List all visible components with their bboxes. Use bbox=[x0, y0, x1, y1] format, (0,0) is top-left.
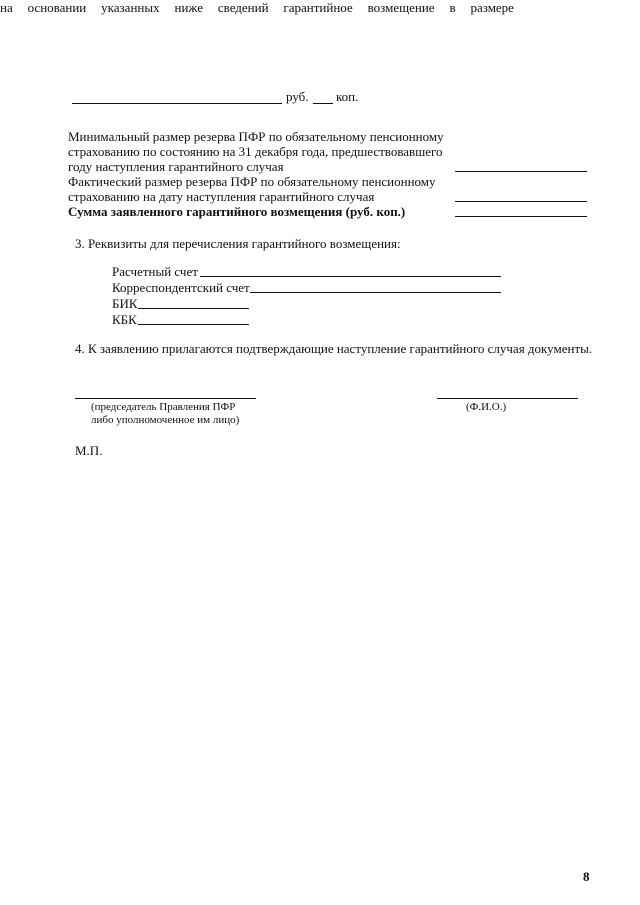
actual-reserve-line1: Фактический размер резерва ПФР по обязательному пенсионному bbox=[68, 174, 436, 189]
signature-line[interactable] bbox=[75, 398, 256, 399]
intro-word: в bbox=[449, 0, 456, 15]
amount-kop-line[interactable] bbox=[313, 103, 333, 104]
actual-reserve-value-line[interactable] bbox=[455, 201, 587, 202]
intro-word: указанных bbox=[101, 0, 160, 15]
min-reserve-value-line[interactable] bbox=[455, 171, 587, 172]
sum-claimed-value-line[interactable] bbox=[455, 216, 587, 217]
kbk-label: КБК bbox=[112, 312, 137, 327]
kbk-field-line[interactable] bbox=[138, 324, 249, 325]
bik-label: БИК bbox=[112, 296, 138, 311]
corr-account-label: Корреспондентский счет bbox=[112, 280, 250, 295]
intro-word: основании bbox=[27, 0, 87, 15]
section3-title: 3. Реквизиты для перечисления гарантийного возмещения: bbox=[75, 236, 401, 251]
kop-label: коп. bbox=[336, 89, 359, 104]
intro-word: гарантийное bbox=[283, 0, 353, 15]
min-reserve-line1: Минимальный размер резерва ПФР по обязательному пенсионному bbox=[68, 129, 444, 144]
min-reserve-line3: году наступления гарантийного случая bbox=[68, 159, 284, 174]
intro-word: размере bbox=[470, 0, 514, 15]
section4-text: 4. К заявлению прилагаются подтверждающие наступление гарантийного случая документы. bbox=[75, 341, 593, 356]
stamp-place: М.П. bbox=[75, 443, 103, 458]
fio-line[interactable] bbox=[437, 398, 578, 399]
account-label: Расчетный счет bbox=[112, 264, 198, 279]
amount-rub-line[interactable] bbox=[72, 103, 282, 104]
intro-word: ниже bbox=[174, 0, 203, 15]
intro-word: на bbox=[0, 0, 13, 15]
signer-role-line1: (председатель Правления ПФР bbox=[91, 401, 236, 413]
sum-claimed-label: Сумма заявленного гарантийного возмещения (руб. коп.) bbox=[68, 204, 406, 219]
intro-word: возмещение bbox=[367, 0, 435, 15]
intro-first-line bbox=[0, 0, 514, 16]
fio-label: (Ф.И.О.) bbox=[466, 401, 507, 413]
corr-account-field-line[interactable] bbox=[250, 292, 501, 293]
page-number: 8 bbox=[583, 869, 590, 884]
actual-reserve-line2: страхованию на дату наступления гарантийного случая bbox=[68, 189, 375, 204]
intro-word: сведений bbox=[217, 0, 269, 15]
min-reserve-line2: страхованию по состоянию на 31 декабря года, предшествовавшего bbox=[68, 144, 443, 159]
rub-label: руб. bbox=[286, 89, 309, 104]
signer-role-line2: либо уполномоченное им лицо) bbox=[91, 414, 240, 426]
account-field-line[interactable] bbox=[200, 276, 501, 277]
bik-field-line[interactable] bbox=[138, 308, 249, 309]
